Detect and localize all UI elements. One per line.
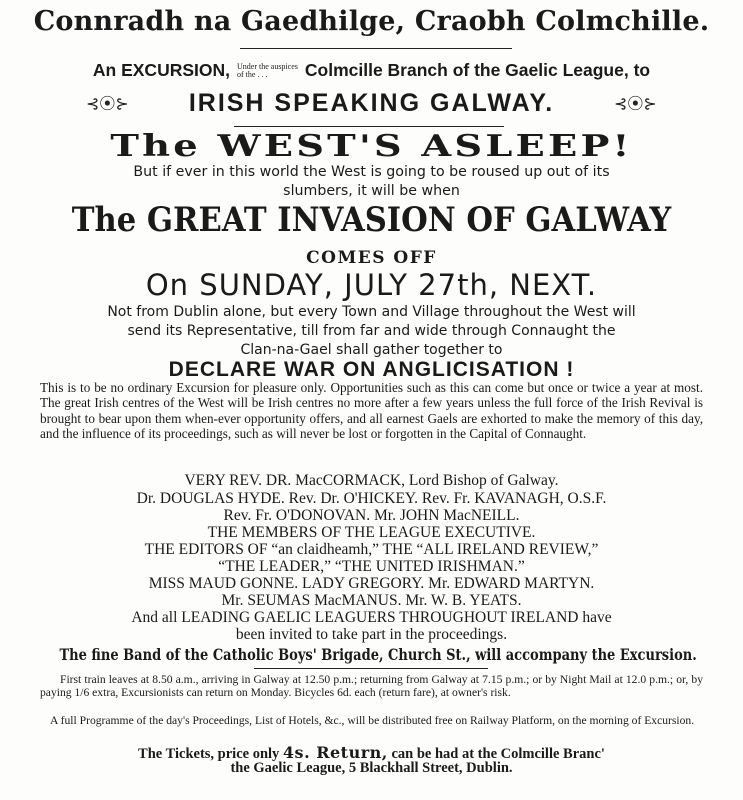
tickets-line-2: the Gaelic League, 5 Blackhall Street, Dublin.	[230, 760, 513, 776]
invitee-line-2: Dr. DOUGLAS HYDE. Rev. Dr. O'HICKEY. Rev. Fr. KAVANAGH, O.S.F.	[136, 490, 607, 507]
event-subtitle: COMES OFF	[306, 248, 437, 268]
body-paragraph: This is to be no ordinary Excursion for pleasure only. Opportunities such as this can come but once or twice a year at most. The great Irish centres of the West will be Irish centres no more after a few years unless the full force of the Irish Revival is brought to bear upon them when-ever opportunity offers, and all earnest Gaels are exhorted to make the memory of this day, and the influence of its proceedings, such as will never be lost or forgotten in the Capital of Connaught.	[40, 380, 703, 441]
appeal-line-1: Not from Dublin alone, but every Town and Village throughout the West will	[107, 304, 636, 320]
tickets-price: 4s. Return,	[282, 743, 388, 762]
tickets-prefix: The Tickets, price only	[138, 746, 280, 762]
excursion-line	[0, 60, 743, 86]
destination: IRISH SPEAKING GALWAY.	[188, 89, 555, 117]
auspices-note	[237, 63, 298, 79]
excursion-rest: Colmcille Branch of the Gaelic League, to	[304, 60, 651, 80]
invitee-line-6: “THE LEADER,” “THE UNITED IRISHMAN.”	[218, 558, 525, 575]
appeal-line-2: send its Representative, till from far and wide through Connaught the	[127, 323, 616, 339]
invitee-line-9: And all LEADING GAELIC LEAGUERS THROUGHOUT IRELAND have	[131, 609, 612, 626]
band-notice: The fine Band of the Catholic Boys' Brigade, Church St., will accompany the Excursion.	[59, 645, 697, 664]
intro-line-1: But if ever in this world the West is going to be roused up out of its	[133, 164, 610, 180]
tickets-suffix: can be had at the Colmcille Branc'	[391, 746, 605, 762]
auspices-top: Under the auspices	[237, 61, 298, 71]
destination-rule	[234, 126, 504, 127]
invitee-line-3: Rev. Fr. O'DONOVAN. Mr. JOHN MacNEILL.	[223, 507, 520, 524]
right-flourish-icon: ⊰⦿⊱	[614, 94, 657, 113]
auspices-bottom: of the . . .	[237, 69, 268, 79]
train-info: First train leaves at 8.50 a.m., arriving in Galway at 12.50 p.m.; returning from Galway at 7.15 p.m.; or by Night Mail at 12.0 p.m.; or, by paying 1/6 extra, Excursionists can return on Monday. Bicycles 6d. each (return fare), at owner's risk.	[40, 673, 703, 700]
invitee-line-8: Mr. SEUMAS MacMANUS. Mr. W. B. YEATS.	[221, 592, 522, 609]
title-rule	[240, 48, 512, 49]
left-flourish-icon: ⊰⦿⊱	[86, 94, 129, 113]
excursion-lead: An EXCURSION,	[92, 60, 230, 80]
event-title: The GREAT INVASION OF GALWAY	[71, 200, 672, 240]
declaration: DECLARE WAR ON ANGLICISATION !	[168, 358, 575, 381]
invitee-line-7: MISS MAUD GONNE. LADY GREGORY. Mr. EDWARD MARTYN.	[148, 575, 595, 592]
appeal-line-3: Clan-na-Gael shall gather together to	[240, 342, 503, 358]
programme-info: A full Programme of the day's Proceedings, List of Hotels, &c., will be distributed free on Railway Platform, on the morning of Excursion.	[50, 714, 695, 727]
invitee-line-5: THE EDITORS OF “an claidheamh,” THE “ALL IRELAND REVIEW,”	[144, 541, 599, 558]
event-date: On SUNDAY, JULY 27th, NEXT.	[145, 268, 598, 302]
invitee-line-4: THE MEMBERS OF THE LEAGUE EXECUTIVE.	[207, 524, 536, 541]
poster-title: Connradh na Gaedhilge, Craobh Colmchille.	[33, 6, 710, 37]
band-rule	[254, 668, 488, 669]
invitee-line-1: VERY REV. DR. MacCORMACK, Lord Bishop of Galway.	[184, 472, 559, 489]
intro-line-2: slumbers, it will be when	[283, 183, 460, 199]
invitee-line-10: been invited to take part in the proceedings.	[235, 626, 508, 643]
slogan: The WEST'S ASLEEP!	[110, 129, 633, 164]
